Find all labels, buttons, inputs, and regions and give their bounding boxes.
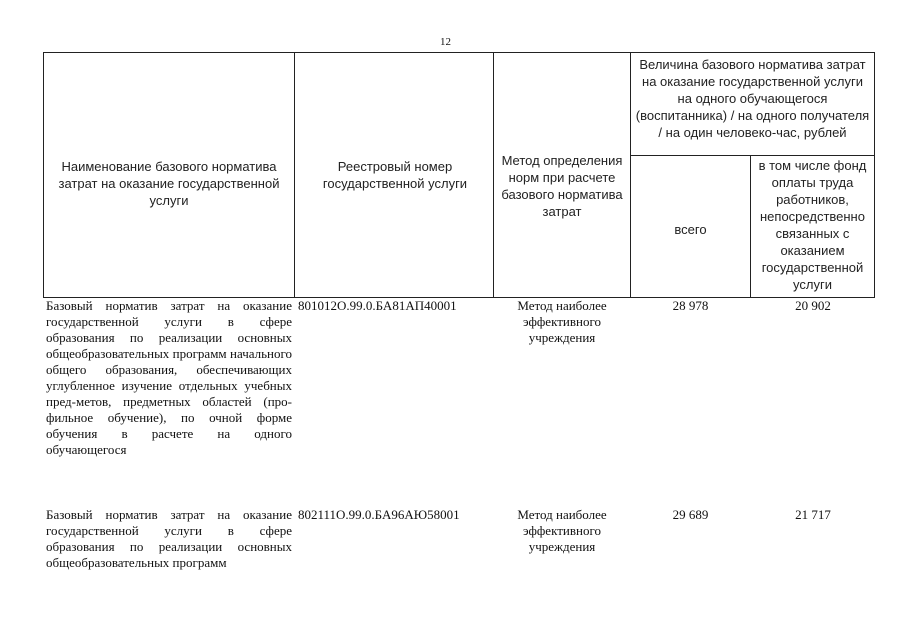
header-amount-group: Величина базового норматива затрат на оказание государственной услуги на одного обучающегося (воспитанника) / на одного получателя / на один человеко-час, рублей [635, 57, 870, 140]
page-number: 12 [440, 36, 451, 48]
row-1-method: Метод наиболее эффективного учреждения [517, 298, 607, 345]
header-fund: в том числе фонд оплаты труда работников, непосредственно связанных с оказанием государственной услуги [758, 158, 867, 292]
row-2-total: 29 689 [672, 507, 709, 522]
header-registry: Реестровый номер государственной услуги [322, 159, 468, 191]
row-2-registry: 802111О.99.0.БА96АЮ58001 [298, 507, 460, 522]
header-name: Наименование базового норматива затрат на оказание государственной услуги [58, 159, 280, 208]
row-1-name: Базовый норматив затрат на оказание государственной услуги в сфере образования по реализации основных общеобразовательных программ начального общего образования, обеспечивающих углубленное изучение отдельных учебных пред-метов, предметных областей (про-фильное обучение), по очной форме обучения в расчете на одного обучающегося [46, 298, 292, 457]
header-total: всего [674, 222, 707, 237]
row-2-fund: 21 717 [795, 507, 831, 522]
row-1-fund: 20 902 [795, 298, 831, 313]
row-2-method: Метод наиболее эффективного учреждения [517, 507, 607, 554]
row-2-name: Базовый норматив затрат на оказание государственной услуги в сфере образования по реализации основных общеобразовательных программ [46, 507, 292, 570]
row-1-registry: 801012О.99.0.БА81АП40001 [298, 298, 457, 313]
row-1-total: 28 978 [672, 298, 709, 313]
header-method: Метод определения норм при расчете базового норматива затрат [501, 153, 623, 219]
